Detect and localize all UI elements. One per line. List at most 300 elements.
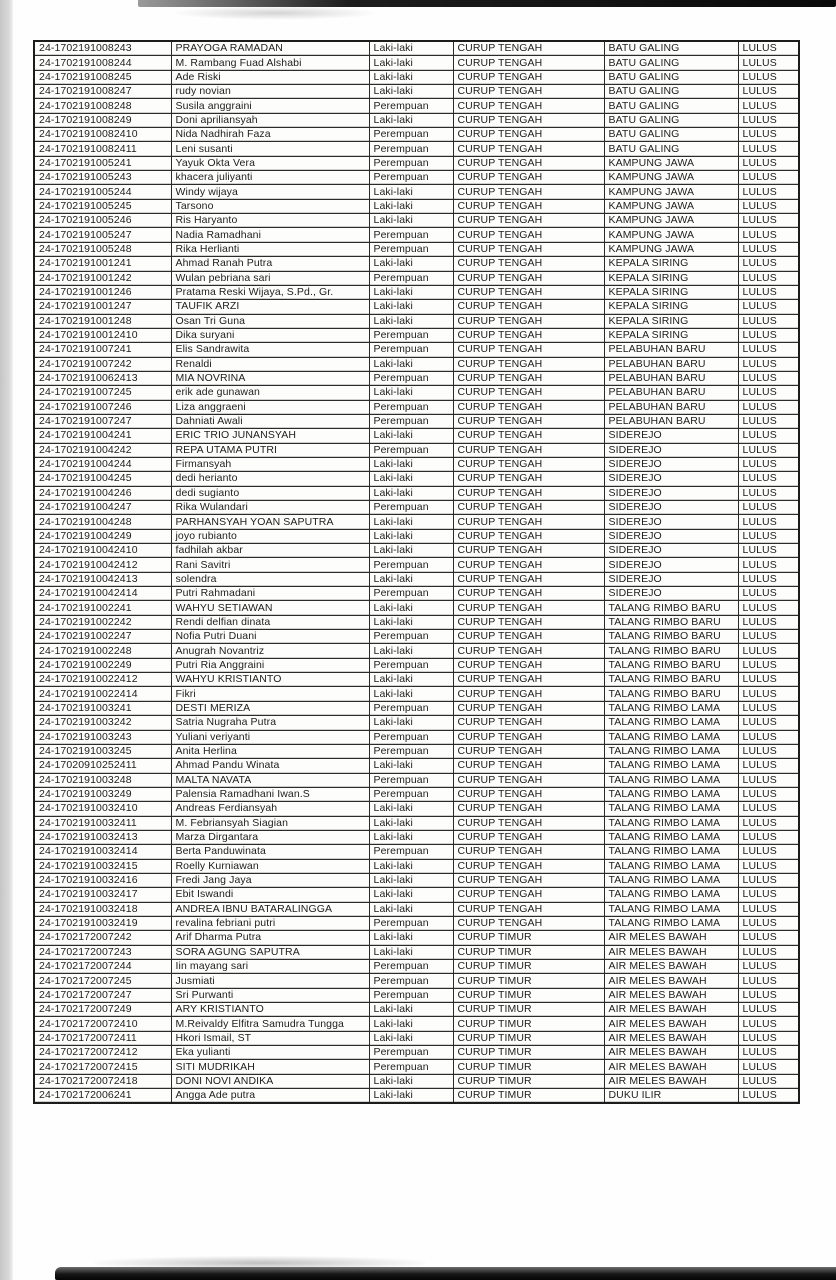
cell-status: LULUS	[738, 1017, 799, 1031]
cell-registration_number: 24-17021910032418	[34, 902, 171, 916]
cell-status: LULUS	[738, 1046, 799, 1060]
cell-district: CURUP TENGAH	[453, 171, 604, 185]
cell-status: LULUS	[738, 214, 799, 228]
cell-name: Doni apriliansyah	[171, 113, 369, 127]
cell-gender: Laki-laki	[369, 673, 453, 687]
cell-gender: Perempuan	[369, 1060, 453, 1074]
cell-village: SIDEREJO	[604, 486, 738, 500]
cell-district: CURUP TENGAH	[453, 443, 604, 457]
cell-registration_number: 24-17021720072415	[34, 1060, 171, 1074]
cell-status: LULUS	[738, 572, 799, 586]
cell-registration_number: 24-1702191004241	[34, 429, 171, 443]
cell-name: Osan Tri Guna	[171, 314, 369, 328]
cell-name: SITI MUDRIKAH	[171, 1060, 369, 1074]
table-row	[34, 457, 799, 471]
cell-status: LULUS	[738, 845, 799, 859]
cell-registration_number: 24-17021910032413	[34, 830, 171, 844]
table-row	[34, 85, 799, 99]
cell-district: CURUP TENGAH	[453, 328, 604, 342]
cell-village: TALANG RIMBO BARU	[604, 644, 738, 658]
cell-gender: Perempuan	[369, 371, 453, 385]
cell-registration_number: 24-17021910042412	[34, 558, 171, 572]
cell-registration_number: 24-17021910032419	[34, 916, 171, 930]
cell-status: LULUS	[738, 85, 799, 99]
cell-registration_number: 24-1702191004242	[34, 443, 171, 457]
cell-district: CURUP TENGAH	[453, 113, 604, 127]
cell-village: BATU GALING	[604, 41, 738, 56]
cell-village: PELABUHAN BARU	[604, 386, 738, 400]
cell-village: TALANG RIMBO LAMA	[604, 701, 738, 715]
scan-smudge-top	[170, 6, 380, 20]
cell-village: TALANG RIMBO BARU	[604, 630, 738, 644]
cell-status: LULUS	[738, 816, 799, 830]
cell-name: Ris Haryanto	[171, 214, 369, 228]
cell-registration_number: 24-17021720072418	[34, 1074, 171, 1088]
cell-gender: Perempuan	[369, 744, 453, 758]
cell-name: Angga Ade putra	[171, 1089, 369, 1104]
cell-gender: Laki-laki	[369, 716, 453, 730]
table-row	[34, 744, 799, 758]
cell-name: Fikri	[171, 687, 369, 701]
cell-district: CURUP TENGAH	[453, 544, 604, 558]
table-row	[34, 113, 799, 127]
cell-district: CURUP TENGAH	[453, 285, 604, 299]
cell-status: LULUS	[738, 156, 799, 170]
cell-status: LULUS	[738, 515, 799, 529]
cell-village: KAMPUNG JAWA	[604, 214, 738, 228]
cell-village: SIDEREJO	[604, 443, 738, 457]
cell-district: CURUP TIMUR	[453, 1089, 604, 1104]
cell-village: AIR MELES BAWAH	[604, 974, 738, 988]
cell-registration_number: 24-1702191008244	[34, 56, 171, 70]
cell-status: LULUS	[738, 501, 799, 515]
cell-gender: Laki-laki	[369, 429, 453, 443]
table-row	[34, 156, 799, 170]
cell-gender: Laki-laki	[369, 472, 453, 486]
cell-gender: Laki-laki	[369, 1074, 453, 1088]
cell-registration_number: 24-1702191003248	[34, 773, 171, 787]
cell-name: REPA UTAMA PUTRI	[171, 443, 369, 457]
cell-registration_number: 24-1702191004248	[34, 515, 171, 529]
cell-status: LULUS	[738, 171, 799, 185]
cell-gender: Perempuan	[369, 242, 453, 256]
cell-village: TALANG RIMBO LAMA	[604, 859, 738, 873]
cell-gender: Perempuan	[369, 658, 453, 672]
table-row	[34, 673, 799, 687]
table-row	[34, 228, 799, 242]
table-row	[34, 759, 799, 773]
table-row	[34, 1046, 799, 1060]
cell-name: Windy wijaya	[171, 185, 369, 199]
cell-registration_number: 24-1702191004245	[34, 472, 171, 486]
cell-name: Susila anggraini	[171, 99, 369, 113]
cell-status: LULUS	[738, 300, 799, 314]
cell-gender: Laki-laki	[369, 185, 453, 199]
cell-village: TALANG RIMBO BARU	[604, 687, 738, 701]
cell-status: LULUS	[738, 960, 799, 974]
cell-village: PELABUHAN BARU	[604, 414, 738, 428]
cell-village: TALANG RIMBO LAMA	[604, 873, 738, 887]
cell-village: AIR MELES BAWAH	[604, 1074, 738, 1088]
cell-name: Marza Dirgantara	[171, 830, 369, 844]
cell-name: dedi herianto	[171, 472, 369, 486]
cell-status: LULUS	[738, 271, 799, 285]
cell-village: TALANG RIMBO LAMA	[604, 773, 738, 787]
cell-district: CURUP TENGAH	[453, 902, 604, 916]
cell-status: LULUS	[738, 716, 799, 730]
cell-registration_number: 24-17021910082411	[34, 142, 171, 156]
cell-name: Palensia Ramadhani Iwan.S	[171, 787, 369, 801]
cell-gender: Laki-laki	[369, 572, 453, 586]
cell-name: ERIC TRIO JUNANSYAH	[171, 429, 369, 443]
cell-name: Elis Sandrawita	[171, 343, 369, 357]
table-row	[34, 128, 799, 142]
cell-registration_number: 24-1702191005245	[34, 199, 171, 213]
cell-name: Tarsono	[171, 199, 369, 213]
cell-name: Nofia Putri Duani	[171, 630, 369, 644]
cell-gender: Laki-laki	[369, 300, 453, 314]
table-row	[34, 300, 799, 314]
cell-registration_number: 24-1702191007247	[34, 414, 171, 428]
cell-status: LULUS	[738, 343, 799, 357]
cell-status: LULUS	[738, 744, 799, 758]
cell-registration_number: 24-1702191008245	[34, 70, 171, 84]
cell-gender: Perempuan	[369, 271, 453, 285]
cell-village: KEPALA SIRING	[604, 271, 738, 285]
cell-gender: Perempuan	[369, 730, 453, 744]
table-row	[34, 873, 799, 887]
cell-name: WAHYU SETIAWAN	[171, 601, 369, 615]
cell-gender: Laki-laki	[369, 386, 453, 400]
cell-status: LULUS	[738, 113, 799, 127]
cell-name: M. Febriansyah Siagian	[171, 816, 369, 830]
cell-gender: Laki-laki	[369, 544, 453, 558]
table-row	[34, 730, 799, 744]
cell-district: CURUP TENGAH	[453, 859, 604, 873]
cell-name: Anugrah Novantriz	[171, 644, 369, 658]
cell-name: Liza anggraeni	[171, 400, 369, 414]
table-row	[34, 558, 799, 572]
cell-name: Renaldi	[171, 357, 369, 371]
cell-district: CURUP TIMUR	[453, 1017, 604, 1031]
cell-name: Fredi Jang Jaya	[171, 873, 369, 887]
cell-status: LULUS	[738, 687, 799, 701]
cell-registration_number: 24-17021910022412	[34, 673, 171, 687]
cell-registration_number: 24-1702191008248	[34, 99, 171, 113]
cell-village: BATU GALING	[604, 142, 738, 156]
cell-name: M. Rambang Fuad Alshabi	[171, 56, 369, 70]
cell-district: CURUP TENGAH	[453, 687, 604, 701]
cell-village: TALANG RIMBO LAMA	[604, 759, 738, 773]
cell-registration_number: 24-1702191003242	[34, 716, 171, 730]
table-row	[34, 271, 799, 285]
cell-name: WAHYU KRISTIANTO	[171, 673, 369, 687]
cell-district: CURUP TIMUR	[453, 988, 604, 1002]
cell-village: AIR MELES BAWAH	[604, 960, 738, 974]
cell-status: LULUS	[738, 658, 799, 672]
cell-district: CURUP TENGAH	[453, 41, 604, 56]
cell-registration_number: 24-17021910032415	[34, 859, 171, 873]
cell-district: CURUP TENGAH	[453, 300, 604, 314]
cell-district: CURUP TENGAH	[453, 730, 604, 744]
cell-registration_number: 24-1702191004247	[34, 501, 171, 515]
cell-district: CURUP TENGAH	[453, 371, 604, 385]
cell-status: LULUS	[738, 888, 799, 902]
cell-status: LULUS	[738, 759, 799, 773]
cell-status: LULUS	[738, 601, 799, 615]
cell-district: CURUP TIMUR	[453, 931, 604, 945]
cell-status: LULUS	[738, 70, 799, 84]
cell-village: TALANG RIMBO BARU	[604, 658, 738, 672]
cell-registration_number: 24-1702191002248	[34, 644, 171, 658]
table-row	[34, 859, 799, 873]
cell-registration_number: 24-1702191003245	[34, 744, 171, 758]
cell-district: CURUP TENGAH	[453, 142, 604, 156]
cell-village: BATU GALING	[604, 56, 738, 70]
cell-gender: Perempuan	[369, 974, 453, 988]
cell-gender: Perempuan	[369, 443, 453, 457]
cell-registration_number: 24-17021910082410	[34, 128, 171, 142]
cell-name: Ahmad Ranah Putra	[171, 257, 369, 271]
cell-district: CURUP TENGAH	[453, 257, 604, 271]
cell-status: LULUS	[738, 314, 799, 328]
cell-name: dedi sugianto	[171, 486, 369, 500]
cell-village: KEPALA SIRING	[604, 314, 738, 328]
cell-village: SIDEREJO	[604, 472, 738, 486]
table-row	[34, 787, 799, 801]
cell-village: TALANG RIMBO LAMA	[604, 888, 738, 902]
cell-district: CURUP TENGAH	[453, 644, 604, 658]
cell-village: TALANG RIMBO LAMA	[604, 802, 738, 816]
table-row	[34, 988, 799, 1002]
cell-gender: Perempuan	[369, 988, 453, 1002]
cell-status: LULUS	[738, 988, 799, 1002]
cell-village: PELABUHAN BARU	[604, 371, 738, 385]
cell-gender: Laki-laki	[369, 759, 453, 773]
table-row	[34, 945, 799, 959]
table-row	[34, 515, 799, 529]
table-row	[34, 56, 799, 70]
cell-village: KEPALA SIRING	[604, 257, 738, 271]
cell-gender: Laki-laki	[369, 1017, 453, 1031]
cell-status: LULUS	[738, 99, 799, 113]
cell-district: CURUP TENGAH	[453, 802, 604, 816]
cell-gender: Perempuan	[369, 916, 453, 930]
table-row	[34, 916, 799, 930]
table-row	[34, 816, 799, 830]
table-row	[34, 171, 799, 185]
cell-gender: Laki-laki	[369, 314, 453, 328]
cell-village: AIR MELES BAWAH	[604, 1046, 738, 1060]
cell-registration_number: 24-1702191002247	[34, 630, 171, 644]
cell-registration_number: 24-1702191004244	[34, 457, 171, 471]
table-row	[34, 601, 799, 615]
cell-status: LULUS	[738, 673, 799, 687]
cell-registration_number: 24-17021910032414	[34, 845, 171, 859]
cell-district: CURUP TIMUR	[453, 1003, 604, 1017]
cell-name: TAUFIK ARZI	[171, 300, 369, 314]
cell-registration_number: 24-1702191001247	[34, 300, 171, 314]
cell-status: LULUS	[738, 587, 799, 601]
cell-status: LULUS	[738, 773, 799, 787]
cell-gender: Laki-laki	[369, 902, 453, 916]
cell-village: TALANG RIMBO LAMA	[604, 830, 738, 844]
cell-village: KAMPUNG JAWA	[604, 242, 738, 256]
cell-registration_number: 24-1702191008249	[34, 113, 171, 127]
cell-village: TALANG RIMBO LAMA	[604, 730, 738, 744]
cell-status: LULUS	[738, 128, 799, 142]
cell-name: joyo rubianto	[171, 529, 369, 543]
cell-gender: Laki-laki	[369, 615, 453, 629]
cell-registration_number: 24-1702191002249	[34, 658, 171, 672]
cell-status: LULUS	[738, 41, 799, 56]
cell-registration_number: 24-1702191003241	[34, 701, 171, 715]
cell-gender: Laki-laki	[369, 644, 453, 658]
cell-village: AIR MELES BAWAH	[604, 1003, 738, 1017]
cell-village: SIDEREJO	[604, 572, 738, 586]
cell-district: CURUP TENGAH	[453, 558, 604, 572]
cell-village: KEPALA SIRING	[604, 285, 738, 299]
cell-district: CURUP TIMUR	[453, 1060, 604, 1074]
table-row	[34, 443, 799, 457]
cell-village: AIR MELES BAWAH	[604, 931, 738, 945]
cell-status: LULUS	[738, 916, 799, 930]
cell-registration_number: 24-17021720072410	[34, 1017, 171, 1031]
cell-registration_number: 24-1702172007242	[34, 931, 171, 945]
table-row	[34, 630, 799, 644]
cell-gender: Laki-laki	[369, 257, 453, 271]
cell-status: LULUS	[738, 185, 799, 199]
cell-name: Wulan pebriana sari	[171, 271, 369, 285]
cell-village: BATU GALING	[604, 85, 738, 99]
cell-gender: Laki-laki	[369, 830, 453, 844]
cell-village: SIDEREJO	[604, 457, 738, 471]
cell-gender: Laki-laki	[369, 357, 453, 371]
table-row	[34, 845, 799, 859]
cell-gender: Laki-laki	[369, 1003, 453, 1017]
table-row	[34, 773, 799, 787]
table-row	[34, 357, 799, 371]
cell-registration_number: 24-1702191007245	[34, 386, 171, 400]
cell-district: CURUP TENGAH	[453, 787, 604, 801]
cell-district: CURUP TENGAH	[453, 773, 604, 787]
cell-status: LULUS	[738, 615, 799, 629]
cell-name: revalina febriani putri	[171, 916, 369, 930]
cell-gender: Perempuan	[369, 142, 453, 156]
cell-name: solendra	[171, 572, 369, 586]
cell-status: LULUS	[738, 644, 799, 658]
cell-status: LULUS	[738, 730, 799, 744]
cell-district: CURUP TENGAH	[453, 744, 604, 758]
cell-status: LULUS	[738, 974, 799, 988]
cell-registration_number: 24-1702191001246	[34, 285, 171, 299]
cell-village: SIDEREJO	[604, 429, 738, 443]
cell-district: CURUP TENGAH	[453, 386, 604, 400]
cell-name: Iin mayang sari	[171, 960, 369, 974]
cell-district: CURUP TENGAH	[453, 601, 604, 615]
table-row	[34, 1003, 799, 1017]
cell-village: SIDEREJO	[604, 587, 738, 601]
table-row	[34, 328, 799, 342]
cell-district: CURUP TENGAH	[453, 486, 604, 500]
cell-status: LULUS	[738, 1003, 799, 1017]
table-row	[34, 1089, 799, 1104]
cell-name: Yayuk Okta Vera	[171, 156, 369, 170]
cell-district: CURUP TENGAH	[453, 759, 604, 773]
cell-name: Anita Herlina	[171, 744, 369, 758]
cell-name: Rendi delfian dinata	[171, 615, 369, 629]
graduation-results-table	[33, 40, 800, 1104]
cell-village: PELABUHAN BARU	[604, 343, 738, 357]
cell-district: CURUP TENGAH	[453, 457, 604, 471]
cell-status: LULUS	[738, 443, 799, 457]
cell-district: CURUP TENGAH	[453, 429, 604, 443]
cell-registration_number: 24-1702172007244	[34, 960, 171, 974]
cell-village: TALANG RIMBO LAMA	[604, 902, 738, 916]
cell-district: CURUP TENGAH	[453, 572, 604, 586]
cell-gender: Laki-laki	[369, 802, 453, 816]
cell-registration_number: 24-17021910032416	[34, 873, 171, 887]
cell-name: Rani Savitri	[171, 558, 369, 572]
cell-district: CURUP TENGAH	[453, 128, 604, 142]
cell-gender: Laki-laki	[369, 816, 453, 830]
cell-gender: Perempuan	[369, 228, 453, 242]
cell-name: Ade Riski	[171, 70, 369, 84]
table-row	[34, 142, 799, 156]
cell-village: TALANG RIMBO LAMA	[604, 787, 738, 801]
table-row	[34, 314, 799, 328]
cell-name: SORA AGUNG SAPUTRA	[171, 945, 369, 959]
cell-registration_number: 24-1702191004246	[34, 486, 171, 500]
cell-registration_number: 24-1702191005244	[34, 185, 171, 199]
cell-gender: Laki-laki	[369, 515, 453, 529]
cell-district: CURUP TENGAH	[453, 99, 604, 113]
table-row	[34, 242, 799, 256]
cell-name: Andreas Ferdiansyah	[171, 802, 369, 816]
table-row	[34, 414, 799, 428]
cell-village: KAMPUNG JAWA	[604, 228, 738, 242]
cell-district: CURUP TIMUR	[453, 1074, 604, 1088]
cell-district: CURUP TENGAH	[453, 816, 604, 830]
cell-district: CURUP TENGAH	[453, 630, 604, 644]
cell-gender: Perempuan	[369, 787, 453, 801]
cell-status: LULUS	[738, 228, 799, 242]
cell-status: LULUS	[738, 357, 799, 371]
cell-name: Satria Nugraha Putra	[171, 716, 369, 730]
cell-gender: Laki-laki	[369, 1089, 453, 1104]
cell-registration_number: 24-17021720072412	[34, 1046, 171, 1060]
table-row	[34, 99, 799, 113]
cell-name: Berta Panduwinata	[171, 845, 369, 859]
cell-registration_number: 24-1702191001242	[34, 271, 171, 285]
cell-gender: Laki-laki	[369, 687, 453, 701]
cell-name: Sri Purwanti	[171, 988, 369, 1002]
cell-name: DESTI MERIZA	[171, 701, 369, 715]
cell-status: LULUS	[738, 931, 799, 945]
cell-gender: Perempuan	[369, 171, 453, 185]
cell-registration_number: 24-1702191003249	[34, 787, 171, 801]
cell-gender: Perempuan	[369, 701, 453, 715]
cell-name: Roelly Kurniawan	[171, 859, 369, 873]
table-row	[34, 716, 799, 730]
cell-gender: Laki-laki	[369, 56, 453, 70]
table-row	[34, 888, 799, 902]
cell-district: CURUP TENGAH	[453, 343, 604, 357]
cell-status: LULUS	[738, 630, 799, 644]
cell-status: LULUS	[738, 56, 799, 70]
cell-name: ARY KRISTIANTO	[171, 1003, 369, 1017]
cell-gender: Laki-laki	[369, 199, 453, 213]
